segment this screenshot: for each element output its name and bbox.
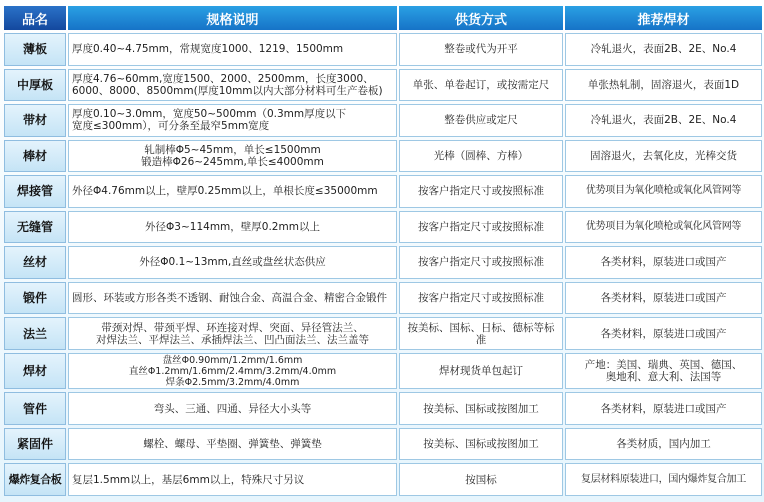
- material-line: 各类材质，国内加工: [616, 438, 711, 451]
- row-supply: 按客户指定尺寸或按照标准: [399, 211, 563, 244]
- row-supply: 光棒（圆棒、方棒）: [399, 140, 563, 173]
- row-name: 管件: [4, 392, 66, 425]
- row-spec: [68, 211, 397, 244]
- table-row: [4, 392, 762, 425]
- row-name: 紧固件: [4, 428, 66, 461]
- table-row: [4, 246, 762, 279]
- table-row: [4, 175, 762, 208]
- row-name: 带材: [4, 104, 66, 137]
- table-row: [4, 140, 762, 173]
- row-supply: 整卷或代为开平: [399, 33, 563, 66]
- row-name: 中厚板: [4, 69, 66, 102]
- row-spec: [68, 140, 397, 173]
- row-name: 薄板: [4, 33, 66, 66]
- spec-line: 厚度0.40~4.75mm，常规宽度1000、1219、1500mm: [72, 43, 344, 56]
- material-line: 复层材料原装进口，国内爆炸复合加工: [581, 473, 746, 485]
- material-line: 优势项目为氧化喷枪或氧化风管网等: [585, 220, 742, 232]
- spec-line: 盘丝Φ0.90mm/1.2mm/1.6mm: [162, 354, 303, 366]
- row-supply: 按客户指定尺寸或按照标准: [399, 282, 563, 315]
- header-material: 推荐焊材: [565, 6, 762, 30]
- row-supply: 按美标、国标、日标、德标等标准: [399, 317, 563, 350]
- spec-line: 厚度4.76~60mm,宽度1500、2000、2500mm，长度3000、: [72, 72, 374, 85]
- table-row: [4, 463, 762, 496]
- row-spec: [68, 175, 397, 208]
- spec-line: 6000、8000、8500mm(厚度10mm以内大部分材料可生产卷板): [72, 84, 383, 97]
- row-name: 焊接管: [4, 175, 66, 208]
- table-row: [4, 104, 762, 137]
- row-spec: [68, 463, 397, 496]
- material-line: 各类材料，原装进口或国产: [600, 402, 727, 415]
- header-row: [4, 6, 762, 30]
- table-row: [4, 353, 762, 390]
- row-spec: [68, 104, 397, 137]
- row-spec: [68, 33, 397, 66]
- material-line: 奥地利、意大利、法国等: [605, 371, 722, 384]
- row-spec: [68, 282, 397, 315]
- table-row: [4, 282, 762, 315]
- row-supply: 按美标、国标或按图加工: [399, 428, 563, 461]
- row-material: [565, 317, 762, 350]
- row-spec: [68, 69, 397, 102]
- header-spec: 规格说明: [68, 6, 397, 30]
- row-name: 爆炸复合板: [4, 463, 66, 496]
- row-supply: 整卷供应或定尺: [399, 104, 563, 137]
- row-material: [565, 392, 762, 425]
- material-line: 优势项目为氧化喷枪或氧化风管网等: [585, 185, 742, 197]
- table-row: [4, 69, 762, 102]
- row-name: 焊材: [4, 353, 66, 390]
- row-name: 丝材: [4, 246, 66, 279]
- row-spec: [68, 246, 397, 279]
- spec-line: 外径Φ4.76mm以上，壁厚0.25mm以上，单根长度≤35000mm: [72, 185, 378, 198]
- material-line: 各类材料，原装进口或国产: [600, 256, 727, 269]
- row-material: [565, 353, 762, 390]
- spec-line: 外径Φ3~114mm，壁厚0.2mm以上: [145, 220, 320, 233]
- row-material: [565, 463, 762, 496]
- material-line: 产地：美国、瑞典、英国、德国、: [584, 359, 743, 372]
- spec-line: 厚度0.10~3.0mm，宽度50~500mm（0.3mm厚度以下: [72, 108, 347, 121]
- spec-line: 焊条Φ2.5mm/3.2mm/4.0mm: [165, 376, 300, 388]
- material-line: 固溶退火，去氧化皮，光棒交货: [590, 149, 737, 162]
- row-spec: [68, 428, 397, 461]
- material-line: 冷轧退火，表面2B、2E、No.4: [590, 43, 737, 56]
- row-material: [565, 104, 762, 137]
- row-supply: 焊材现货单包起订: [399, 353, 563, 390]
- row-supply: 单张、单卷起订，或按需定尺: [399, 69, 563, 102]
- row-supply: 按客户指定尺寸或按照标准: [399, 175, 563, 208]
- spec-line: 圆形、环装或方形各类不透钢、耐蚀合金、高温合金、精密合金锻件: [72, 291, 387, 304]
- table-row: [4, 33, 762, 66]
- spec-line: 带颈对焊、带颈平焊、环连接对焊、突面、异径管法兰、: [101, 321, 364, 334]
- spec-line: 宽度≤300mm），可分条至最窄5mm宽度: [72, 120, 270, 133]
- spec-line: 螺栓、螺母、平垫圈、弹簧垫、弹簧垫: [143, 438, 322, 451]
- spec-line: 锻造棒Φ26~245mm,单长≤4000mm: [141, 155, 324, 168]
- row-material: [565, 69, 762, 102]
- spec-line: 弯头、三通、四通、异径大小头等: [153, 402, 312, 415]
- row-material: [565, 282, 762, 315]
- row-name: 锻件: [4, 282, 66, 315]
- row-material: [565, 175, 762, 208]
- row-name: 无缝管: [4, 211, 66, 244]
- row-spec: [68, 392, 397, 425]
- product-spec-table: [2, 3, 764, 499]
- row-spec: [68, 317, 397, 350]
- spec-line: 复层1.5mm以上，基层6mm以上，特殊尺寸另议: [72, 473, 305, 486]
- row-material: [565, 33, 762, 66]
- row-material: [565, 428, 762, 461]
- spec-line: 轧制棒Φ5~45mm，单长≤1500mm: [144, 143, 321, 156]
- table-row: [4, 317, 762, 350]
- table-row: [4, 428, 762, 461]
- spec-line: 外径Φ0.1~13mm,直丝或盘丝状态供应: [139, 256, 326, 269]
- spec-line: 对焊法兰、平焊法兰、承插焊法兰、凹凸面法兰、法兰盖等: [96, 333, 369, 346]
- material-line: 各类材料，原装进口或国产: [600, 327, 727, 340]
- row-name: 棒材: [4, 140, 66, 173]
- row-material: [565, 140, 762, 173]
- material-line: 各类材料，原装进口或国产: [600, 291, 727, 304]
- row-name: 法兰: [4, 317, 66, 350]
- material-line: 单张热轧制，固溶退火，表面1D: [587, 78, 740, 91]
- spec-line: 直丝Φ1.2mm/1.6mm/2.4mm/3.2mm/4.0mm: [128, 365, 337, 377]
- row-supply: 按客户指定尺寸或按照标准: [399, 246, 563, 279]
- material-line: 冷轧退火，表面2B、2E、No.4: [590, 114, 737, 127]
- row-supply: 按国标: [399, 463, 563, 496]
- row-spec: [68, 353, 397, 390]
- row-supply: 按美标、国标或按图加工: [399, 392, 563, 425]
- row-material: [565, 211, 762, 244]
- table-row: [4, 211, 762, 244]
- row-material: [565, 246, 762, 279]
- header-supply: 供货方式: [399, 6, 563, 30]
- header-name: 品名: [4, 6, 66, 30]
